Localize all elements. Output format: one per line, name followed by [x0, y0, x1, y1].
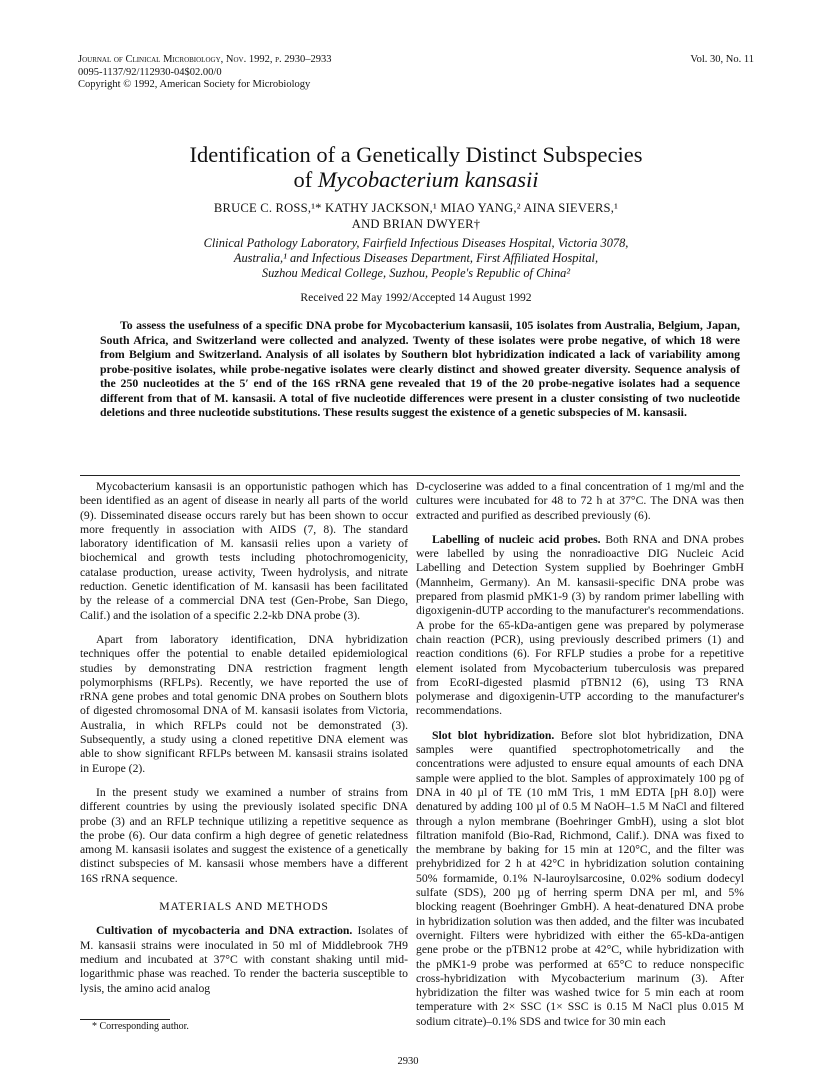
authors-line-2: AND BRIAN DWYER† [351, 217, 481, 231]
intro-paragraph-1: Mycobacterium kansasii is an opportunistic pathogen which has been identified as an agent of disease in nearly all parts of the world (9). Disseminated disease occurs rarely but has been shown to occur more frequently in association with AIDS (7, 8). The standard laboratory identification of M. kansasii relies upon a variety of biochemical and growth tests including photochromogenicity, catalase production, urease activity, Tween hydrolysis, and nitrate reduction. Genetic identification of M. kansasii has been facilitated by the release of a commercial DNA test (Gen-Probe, San Diego, Calif.) and the isolation of a specific 2.2-kb DNA probe (3). [80, 480, 408, 622]
run-in-heading-labelling: Labelling of nucleic acid probes. [432, 532, 601, 546]
affiliation-line-2: Australia,¹ and Infectious Diseases Department, First Affiliated Hospital, [233, 250, 599, 265]
page-number: 2930 [397, 1056, 419, 1067]
right-column [416, 480, 744, 1039]
abstract: To assess the usefulness of a specific DNA probe for Mycobacterium kansasii, 105 isolates from Australia, Belgium, Japan, South Africa, and Switzerland were collected and analyzed. Twenty of these isolates were probe negative, of which 18 were from Belgium and Switzerland. Analysis of all isolates by Southern blot hybridization indicated a lack of variability among probe-positive isolates, while probe-negative isolates were clearly distinct and showed greater diversity. Sequence analysis of the 250 nucleotides at the 5′ end of the 16S rRNA gene revealed that 19 of the 20 probe-negative isolates had a sequence different from that of M. kansasii. A total of five nucleotide differences were present in a cluster consisting of two nucleotide deletions and three nucleotide substitutions. These results suggest the existence of a genetic subspecies of M. kansasii. [100, 318, 740, 419]
title-organism-name: Mycobacterium kansasii [317, 167, 539, 192]
affiliation-line-1: Clinical Pathology Laboratory, Fairfield Infectious Diseases Hospital, Victoria 3078, [203, 236, 629, 250]
article-code: 0095-1137/92/112930-04$02.00/0 [78, 66, 222, 78]
title-block [78, 142, 754, 305]
authors-line-1: BRUCE C. ROSS,¹* KATHY JACKSON,¹ MIAO YANG,² AINA SIEVERS,¹ [213, 201, 619, 215]
journal-citation: Journal of Clinical Microbiology, Nov. 1992, p. 2930–2933 [78, 54, 332, 65]
slot-blot-text: Before slot blot hybridization, DNA samples were quantified spectrophotometrically and the concentrations were adjusted to ensure equal amounts of each DNA sample were applied to the blot. Samples of approximately 100 pg of DNA in 40 µl of TE (10 mM Tris, 1 mM EDTA [pH 8.0]) were denatured by adding 100 µl of 0.5 M NaOH–1.5 M NaCl and filtered through a nylon membrane (Boehringer GmbH), using a slot blot filtration manifold (Bio-Rad, Richmond, Calif.). DNA was fixed to the membrane by baking for 15 min at 120°C, and the filter was prehybridized for 2 h at 42°C in hybridization solution containing 50% formamide, 0.1% N-lauroylsarcosine, 0.02% sodium dodecyl sulfate (SDS), 200 µg of herring sperm DNA per ml, and 5% blocking reagent (Boehringer GmbH). A heat-denatured DNA probe in hybridization solution was then added, and the filter was incubated overnight. Filters were hybridized with either the 65-kDa-antigen gene probe or the pTBN12 probe at 42°C, while hybridization with the pMK1-9 probe was performed at 65°C to reduce nonspecific cross-hybridization with Mycobacterium marinum (3). After hybridization the filter was washed twice for 5 min each at room temperature with 2× SSC (1× SSC is 0.15 M NaCl plus 0.015 M sodium citrate)–0.1% SDS and twice for 30 min each [416, 728, 744, 1028]
footnote-divider [80, 1019, 170, 1020]
corresponding-author-footnote: * Corresponding author. [92, 1021, 189, 1032]
run-in-heading-cultivation: Cultivation of mycobacteria and DNA extraction. [96, 924, 353, 938]
title-line-1: Identification of a Genetically Distinct Subspecies [189, 142, 643, 167]
methods-paragraph-labelling [416, 533, 744, 719]
affiliations [78, 236, 754, 280]
article-title [78, 142, 754, 192]
journal-header [78, 54, 754, 92]
cultivation-text: Isolates of M. kansasii strains were inoculated in 50 ml of Middlebrook 7H9 medium and incubated at 37°C with constant shaking until mid-logarithmic phase was reached. To render the bacteria susceptible to lysis, the amino acid analog [80, 924, 408, 995]
intro-paragraph-3: In the present study we examined a number of strains from different countries by using the previously isolated specific DNA probe (3) and an RFLP technique utilizing a repetitive sequence as the probe (6). Our data confirm a high degree of genetic relatedness among M. kansasii isolates and suggest the existence of a genetically distinct subspecies of M. kansasii whose members have a different 16S rRNA sequence. [80, 785, 408, 885]
author-list [78, 200, 754, 232]
methods-paragraph-slot-blot [416, 729, 744, 1029]
received-dates: Received 22 May 1992/Accepted 14 August 1992 [300, 291, 532, 305]
left-column [80, 480, 408, 1006]
abstract-divider [80, 475, 740, 476]
affiliation-line-3: Suzhou Medical College, Suzhou, People's Republic of China² [261, 265, 571, 280]
intro-paragraph-2: Apart from laboratory identification, DNA hybridization techniques offer the potential to enable detailed epidemiological studies by demonstrating DNA restriction fragment length polymorphisms (RFLPs). Recently, we have reported the use of rRNA gene probes and total genomic DNA probes on Southern blots of digested chromosomal DNA of M. kansasii isolates from Victoria, Australia, in which RFLPs could not be demonstrated (3). Subsequently, a study using a cloned repetitive DNA element was able to show significant RFLPs between M. kansasii strains isolated in Europe (2). [80, 632, 408, 775]
methods-paragraph-cultivation [80, 924, 408, 995]
title-line-2-prefix: of [293, 167, 318, 192]
cultivation-continued: D-cycloserine was added to a final concentration of 1 mg/ml and the cultures were incubated for 48 to 72 h at 37°C. The DNA was then extracted and purified as described previously (6). [416, 480, 744, 522]
run-in-heading-slot-blot: Slot blot hybridization. [432, 728, 555, 742]
labelling-text: Both RNA and DNA probes were labelled by using the nonradioactive DIG Nucleic Acid Labelling and Detection System supplied by Boehringer GmbH (Mannheim, Germany). An M. kansasii-specific DNA probe was prepared from plasmid pMK1-9 (3) by random primer labelling with digoxigenin-dUTP according to the manufacturer's recommendations. A probe for the 65-kDa-antigen gene was prepared by polymerase chain reaction (PCR), using previously described primers (1) and reaction conditions (6). For RFLP studies a probe for a repetitive element isolated from Mycobacterium tuberculosis was prepared from EcoRI-digested plasmid pTBN12 (6), using T3 RNA polymerase and digoxigenin-UTP according to the manufacturer's recommendations. [416, 532, 744, 718]
volume-issue: Vol. 30, No. 11 [690, 54, 754, 65]
copyright-notice: Copyright © 1992, American Society for Microbiology [78, 79, 311, 90]
section-heading-methods: MATERIALS AND METHODS [159, 900, 329, 914]
